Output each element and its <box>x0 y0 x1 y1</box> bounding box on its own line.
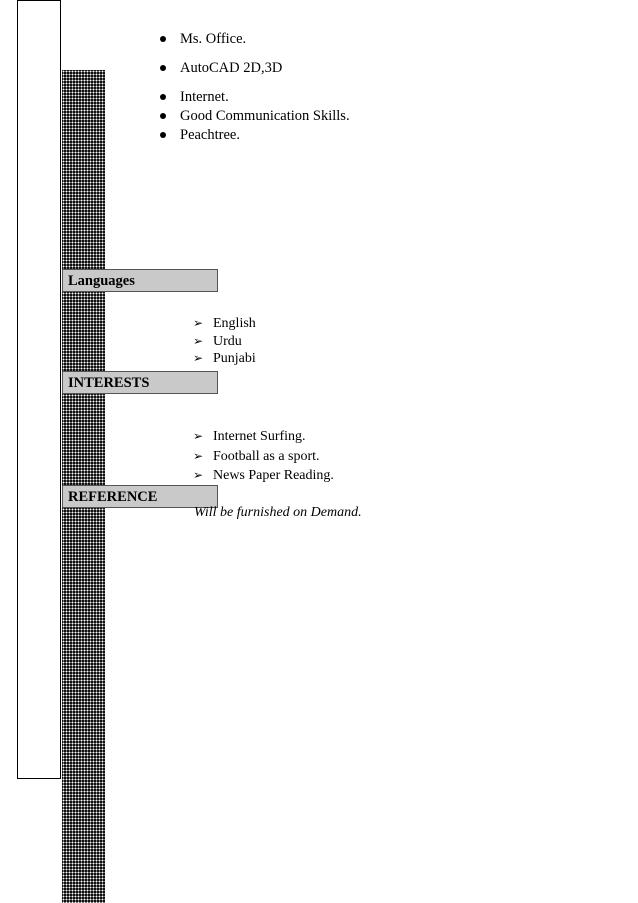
list-item <box>160 59 350 77</box>
language-text: Punjabi <box>213 351 256 366</box>
list-item <box>193 315 256 333</box>
interest-text: Internet Surfing. <box>213 429 306 444</box>
arrow-bullet-icon: ➢ <box>193 448 204 463</box>
skill-text: Internet. <box>180 89 229 105</box>
arrow-bullet-icon: ➢ <box>193 429 204 443</box>
bullet-dot-icon <box>160 65 166 71</box>
bullet-dot-icon <box>160 132 166 138</box>
list-item <box>193 466 334 486</box>
skill-text: Good Communication Skills. <box>180 108 350 124</box>
skill-text: Peachtree. <box>180 127 240 143</box>
skills-list <box>160 30 350 144</box>
list-item <box>193 427 334 447</box>
interests-heading: INTERESTS <box>62 371 218 394</box>
bullet-dot-icon <box>160 36 166 42</box>
interest-text: Football as a sport. <box>213 448 320 464</box>
list-item <box>160 107 350 125</box>
arrow-bullet-icon: ➢ <box>193 351 204 365</box>
bullet-dot-icon <box>160 94 166 100</box>
list-item <box>193 447 334 467</box>
reference-heading: REFERENCE <box>62 485 218 508</box>
arrow-bullet-icon: ➢ <box>193 333 204 348</box>
interest-text: News Paper Reading. <box>213 468 334 483</box>
arrow-bullet-icon: ➢ <box>193 316 204 330</box>
list-item <box>160 30 350 48</box>
skill-text: AutoCAD 2D,3D <box>180 60 283 76</box>
language-text: English <box>213 316 256 331</box>
reference-note: Will be furnished on Demand. <box>194 505 362 520</box>
list-item <box>160 88 350 106</box>
languages-heading: Languages <box>62 269 218 292</box>
list-item <box>193 350 256 368</box>
interests-list <box>193 427 334 486</box>
page-border-frame <box>17 0 61 779</box>
bullet-dot-icon <box>160 113 166 119</box>
list-item <box>160 126 350 144</box>
language-text: Urdu <box>213 333 242 349</box>
list-item <box>193 333 256 351</box>
languages-list <box>193 315 256 368</box>
arrow-bullet-icon: ➢ <box>193 468 204 482</box>
skill-text: Ms. Office. <box>180 31 247 47</box>
